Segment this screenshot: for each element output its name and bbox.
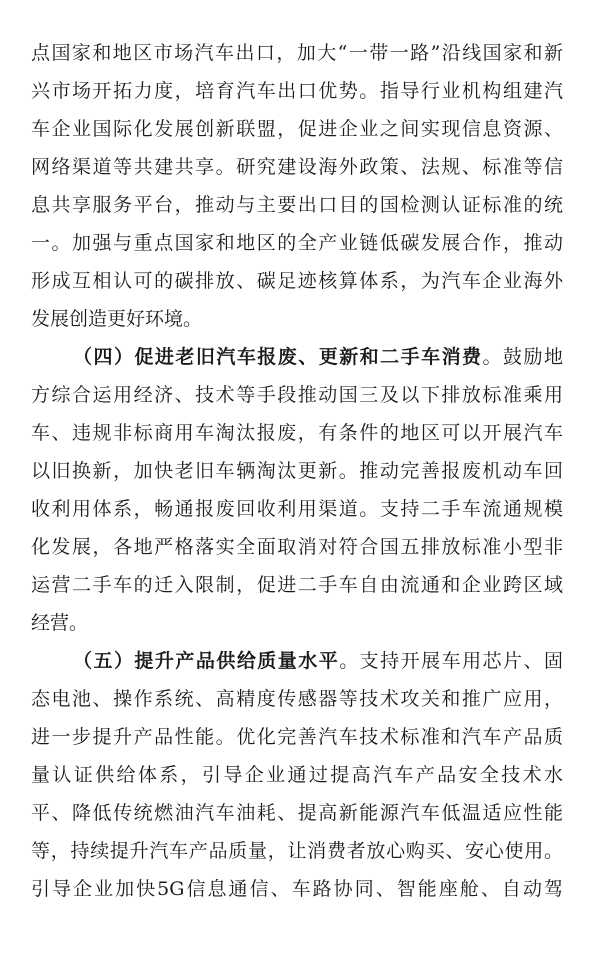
section-first-line [31,338,563,376]
text-line: 以旧换新，加快老旧车辆淘汰更新。推动完善报废机动车回 [31,460,563,482]
text-line: 进一步提升产品性能。优化完善汽车技术标准和汽车产品质 [31,726,563,748]
text-line: 量认证供给体系，引导企业通过提高汽车产品安全技术水 [31,764,563,786]
text-line: 收利用体系，畅通报废回收利用渠道。支持二手车流通规模 [31,498,563,520]
text-line: 态电池、操作系统、高精度传感器等技术攻关和推广应用， [31,688,563,710]
paragraph-export [31,34,563,338]
text-line: 化发展，各地严格落实全面取消对符合国五排放标准小型非 [31,536,563,558]
text-line: 运营二手车的迁入限制，促进二手车自由流通和企业跨区域 [31,574,563,596]
text-line: 车企业国际化发展创新联盟，促进企业之间实现信息资源、 [31,118,563,140]
text-line: 发展创造更好环境。 [31,308,203,330]
section-first-line-text: 。鼓励地 [482,346,563,368]
text-line: 平、降低传统燃油汽车油耗、提高新能源汽车低温适应性能 [31,802,563,824]
text-line: 车、违规非标商用车淘汰报废，有条件的地区可以开展汽车 [31,422,563,444]
document-body [31,34,563,908]
text-line: 方综合运用经济、技术等手段推动国三及以下排放标准乘用 [31,384,563,406]
text-line: 经营。 [31,612,89,634]
text-line: 形成互相认可的碳排放、碳足迹核算体系，为汽车企业海外 [31,270,563,292]
section-first-line [31,642,563,680]
text-line: 息共享服务平台，推动与主要出口目的国检测认证标准的统 [31,194,563,216]
text-line: 引导企业加快5G信息通信、车路协同、智能座舱、自动驾 [31,878,563,900]
section-heading-5: （五）提升产品供给质量水平 [73,650,340,672]
text-line: 兴市场开拓力度，培育汽车出口优势。指导行业机构组建汽 [31,80,563,102]
paragraph-scrappage [31,338,563,642]
text-line: 一。加强与重点国家和地区的全产业链低碳发展合作，推动 [31,232,563,254]
section-first-line-text: 。支持开展车用芯片、固 [339,650,563,672]
section-heading-4: （四）促进老旧汽车报废、更新和二手车消费 [73,346,483,368]
text-line: 点国家和地区市场汽车出口，加大“一带一路”沿线国家和新 [31,42,563,64]
paragraph-quality [31,642,563,908]
text-line: 网络渠道等共建共享。研究建设海外政策、法规、标准等信 [31,156,563,178]
text-line: 等，持续提升汽车产品质量，让消费者放心购买、安心使用。 [31,840,563,862]
